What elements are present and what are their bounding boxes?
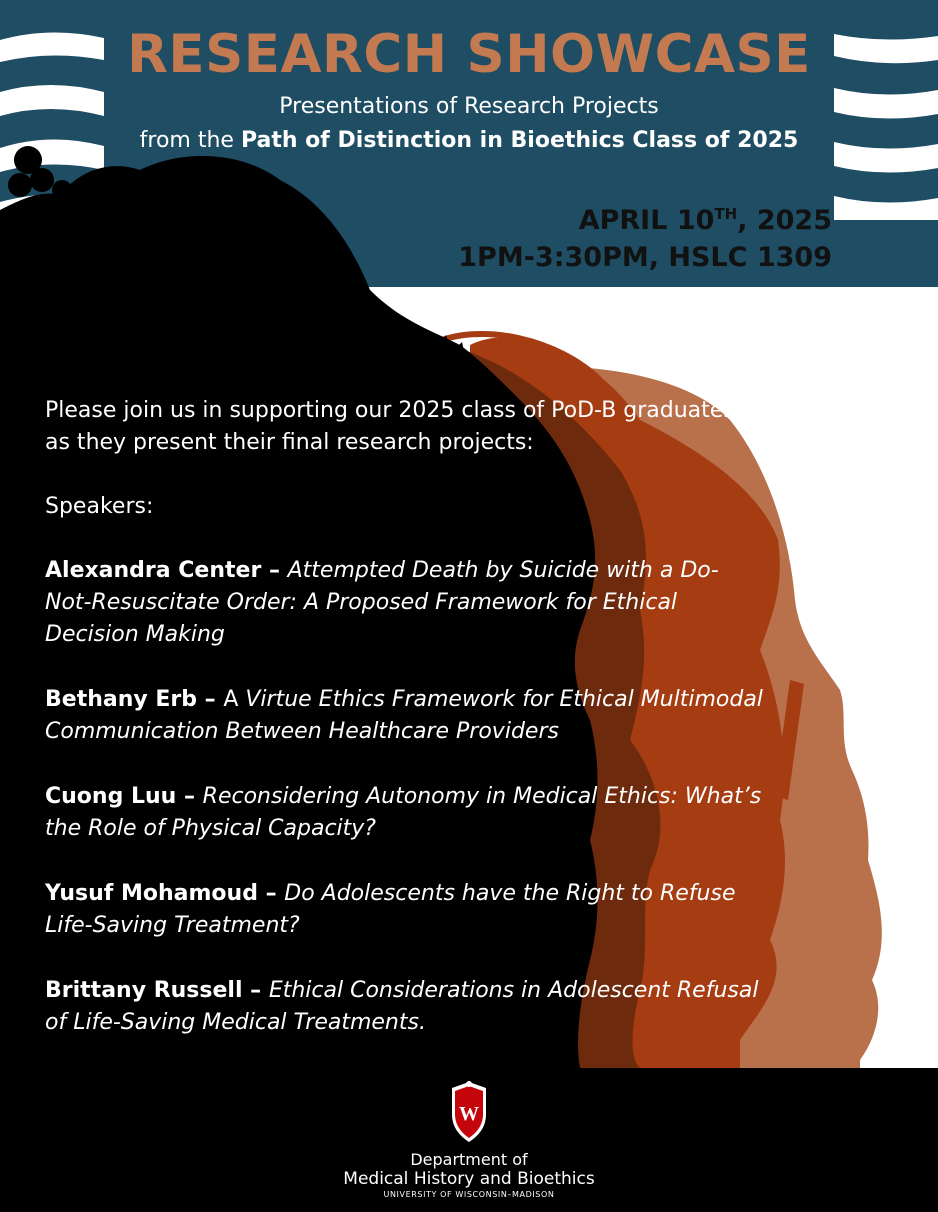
- department-name: [0, 1150, 938, 1201]
- speaker-entry: [45, 684, 765, 748]
- program-name: Path of Distinction in Bioethics Class of 2025: [240, 128, 799, 153]
- speaker-entry: [45, 781, 765, 845]
- speaker-name: Yusuf Mohamoud –: [45, 881, 285, 906]
- event-date-ordinal: TH: [714, 205, 738, 223]
- subtitle-line-1: Presentations of Research Projects: [279, 94, 659, 119]
- speaker-entry: [45, 878, 765, 942]
- subtitle-line-2-prefix: from the: [139, 128, 241, 153]
- speaker-talk-title: Reconsidering Autonomy in Medical Ethics: What’s the Role of Physical Capacity?: [45, 784, 762, 841]
- event-time-location: 1PM-3:30PM, HSLC 1309: [458, 242, 832, 273]
- event-date-time: [458, 196, 832, 276]
- speaker-talk-title: Virtue Ethics Framework for Ethical Multimodal Communication Between Healthcare Providers: [45, 687, 763, 744]
- subtitle-line-2: [0, 124, 938, 158]
- speaker-name: Cuong Luu –: [45, 784, 203, 809]
- subtitle: [0, 90, 938, 158]
- department-line-1: Department of: [410, 1150, 528, 1169]
- speaker-talk-title: Ethical Considerations in Adolescent Refusal of Life-Saving Medical Treatments.: [45, 978, 759, 1035]
- speaker-name: Brittany Russell –: [45, 978, 269, 1003]
- uw-crest-icon: [448, 1080, 490, 1144]
- department-line-2: Medical History and Bioethics: [343, 1169, 595, 1189]
- speaker-entry: [45, 975, 765, 1039]
- event-date-prefix: APRIL 10: [578, 205, 715, 236]
- crest-letter: W: [459, 1103, 479, 1125]
- intro-paragraph: Please join us in supporting our 2025 class of PoD-B graduates as they present their final research projects:: [45, 398, 735, 455]
- speaker-talk-title: Do Adolescents have the Right to Refuse Life-Saving Treatment?: [45, 881, 736, 938]
- speaker-name: Alexandra Center –: [45, 558, 288, 583]
- speakers-heading: Speakers:: [45, 494, 154, 519]
- footer: [0, 1068, 938, 1212]
- speaker-name: Bethany Erb –: [45, 687, 224, 712]
- speaker-entry: [45, 555, 765, 651]
- body-text: [45, 395, 765, 1072]
- speaker-talk-title-prefix: A: [223, 687, 246, 712]
- speaker-talk-title: Attempted Death by Suicide with a Do-Not-Resuscitate Order: A Proposed Framework for Ethical Decision Making: [45, 558, 719, 647]
- event-date: [458, 196, 832, 239]
- event-date-year: , 2025: [737, 205, 832, 236]
- university-name: UNIVERSITY OF WISCONSIN–MADISON: [383, 1190, 555, 1199]
- page-title: RESEARCH SHOWCASE: [127, 24, 811, 85]
